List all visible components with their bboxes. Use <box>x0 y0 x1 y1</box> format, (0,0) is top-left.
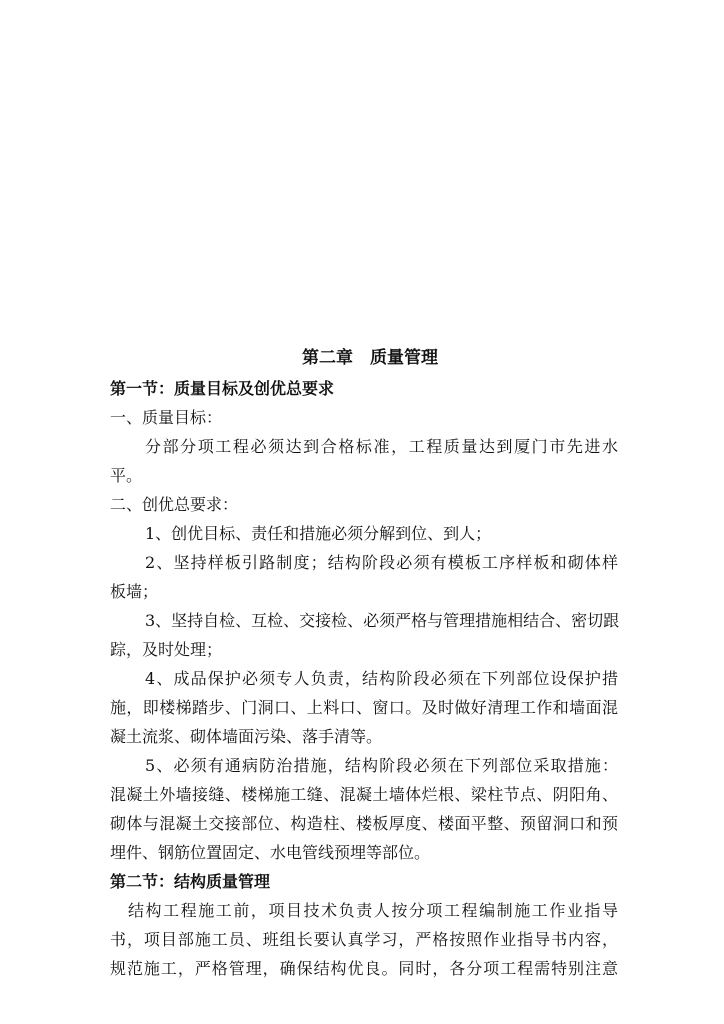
list-item-continuation: 踪，及时处理； <box>110 640 223 659</box>
list-item-continuation: 凝土流浆、砌体墙面污染、落手清等。 <box>110 727 383 746</box>
list-item-continuation: 混凝土外墙接缝、楼梯施工缝、混凝土墙体烂根、梁柱节点、阴阳角、 <box>110 785 618 804</box>
subheading-quality-goal: 一、质量目标： <box>110 408 223 427</box>
paragraph-line: 平。 <box>110 466 143 485</box>
subheading-excellence-requirements: 二、创优总要求： <box>110 495 239 514</box>
list-item-continuation: 板墙； <box>110 582 159 601</box>
list-item: 4、成品保护必须专人负责，结构阶段必须在下列部位设保护措 <box>145 669 618 688</box>
list-item: 3、坚持自检、互检、交接检、必须严格与管理措施相结合、密切跟 <box>145 611 620 630</box>
section-heading-quality-goals: 第一节：质量目标及创优总要求 <box>110 379 335 398</box>
list-item-continuation: 砌体与混凝土交接部位、构造柱、楼板厚度、楼面平整、预留洞口和预 <box>110 814 618 833</box>
paragraph-line: 结构工程施工前，项目技术负责人按分项工程编制施工作业指导 <box>128 901 618 920</box>
list-item: 1、创优目标、责任和措施必须分解到位、到人； <box>145 524 492 543</box>
chapter-title: 第二章 质量管理 <box>302 348 438 368</box>
list-item: 2、坚持样板引路制度；结构阶段必须有模板工序样板和砌体样 <box>145 553 618 572</box>
paragraph-line: 书，项目部施工员、班组长要认真学习，严格按照作业指导书内容， <box>110 930 618 949</box>
section-heading-structural-quality: 第二节：结构质量管理 <box>110 872 271 891</box>
list-item-continuation: 施，即楼梯踏步、门洞口、上料口、窗口。及时做好清理工作和墙面混 <box>110 698 618 717</box>
list-item-continuation: 埋件、钢筋位置固定、水电管线预埋等部位。 <box>110 843 431 862</box>
document-body <box>110 342 618 983</box>
paragraph-line: 分部分项工程必须达到合格标准，工程质量达到厦门市先进水 <box>145 437 618 456</box>
list-item: 5、必须有通病防治措施，结构阶段必须在下列部位采取措施： <box>145 756 618 775</box>
paragraph-line: 规范施工，严格管理，确保结构优良。同时，各分项工程需特别注意 <box>110 959 618 978</box>
